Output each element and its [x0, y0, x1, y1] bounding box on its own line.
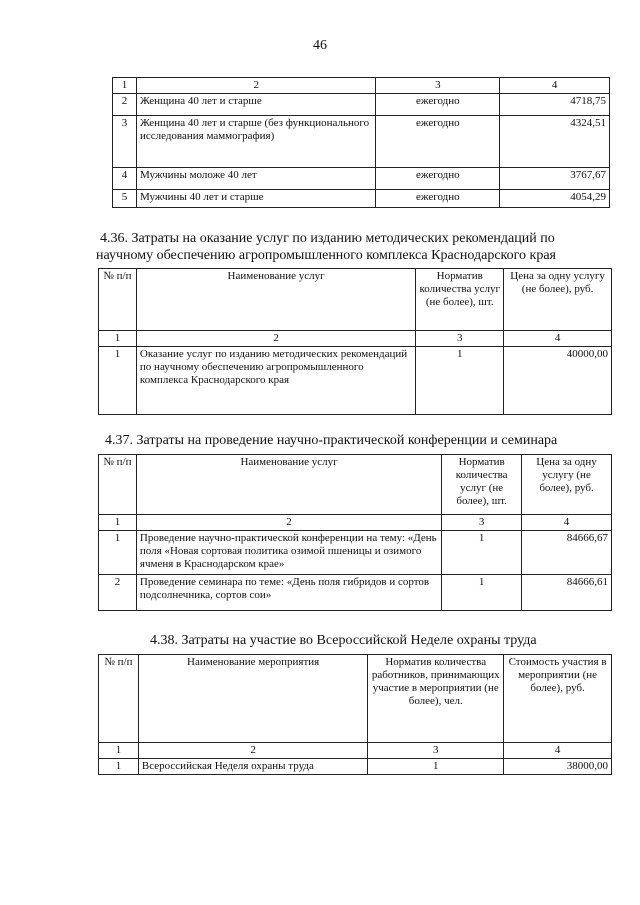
frequency: ежегодно [376, 168, 500, 190]
column-number: 4 [500, 78, 610, 94]
column-number: 2 [138, 743, 367, 759]
table-row [99, 575, 612, 611]
table-row [99, 759, 612, 775]
table-row [113, 168, 610, 190]
price: 4718,75 [500, 94, 610, 116]
table-row [99, 347, 612, 415]
section-4-36-table [98, 268, 612, 415]
header-name: Наименование услуг [136, 269, 415, 331]
header-quantity: Норматив количества услуг (не более), шт. [416, 269, 504, 331]
column-number: 1 [99, 743, 139, 759]
table-header-row [99, 655, 612, 743]
column-number: 3 [442, 515, 522, 531]
price: 4054,29 [500, 190, 610, 208]
column-number: 3 [368, 743, 504, 759]
header-quantity: Норматив количества услуг (не более), шт. [442, 455, 522, 515]
section-4-36-title [96, 230, 620, 264]
column-number: 1 [99, 331, 137, 347]
header-price: Цена за одну услугу (не более), руб. [504, 269, 612, 331]
service-name: Проведение научно-практической конференции на тему: «День поля «Новая сортовая политика озимой пшеницы и озимого ячменя в Краснодарском крае» [136, 531, 441, 575]
frequency: ежегодно [376, 190, 500, 208]
header-quantity: Норматив количества работников, принимающих участие в мероприятии (не более), чел. [368, 655, 504, 743]
row-number: 1 [99, 531, 137, 575]
page-number: 46 [313, 38, 327, 53]
column-number: 3 [376, 78, 500, 94]
row-number: 3 [113, 116, 137, 168]
price: 84666,67 [522, 531, 612, 575]
table-row [113, 116, 610, 168]
event-name: Всероссийская Неделя охраны труда [138, 759, 367, 775]
medical-exam-table [112, 77, 610, 208]
column-number: 2 [136, 331, 415, 347]
column-number: 3 [416, 331, 504, 347]
row-number: 1 [99, 759, 139, 775]
table-row [113, 190, 610, 208]
quantity: 1 [368, 759, 504, 775]
column-number: 4 [504, 743, 612, 759]
row-number: 4 [113, 168, 137, 190]
row-number: 2 [113, 94, 137, 116]
section-4-38-table [98, 654, 612, 775]
table-number-row [113, 78, 610, 94]
category-name: Женщина 40 лет и старше [136, 94, 376, 116]
section-title-line: научному обеспечению агропромышленного комплекса Краснодарского края [96, 248, 556, 263]
column-number: 2 [136, 515, 441, 531]
row-number: 2 [99, 575, 137, 611]
table-header-row [99, 269, 612, 331]
header-number: № п/п [99, 269, 137, 331]
section-4-37-title: 4.37. Затраты на проведение научно-практической конференции и семинара [105, 433, 558, 448]
frequency: ежегодно [376, 116, 500, 168]
column-number: 4 [504, 331, 612, 347]
service-name: Проведение семинара по теме: «День поля гибридов и сортов подсолнечника, сортов сои» [136, 575, 441, 611]
header-price: Цена за одну услугу (не более), руб. [522, 455, 612, 515]
column-number: 1 [99, 515, 137, 531]
table-row [113, 94, 610, 116]
price: 3767,67 [500, 168, 610, 190]
table-number-row [99, 331, 612, 347]
column-number: 1 [113, 78, 137, 94]
price: 4324,51 [500, 116, 610, 168]
header-name: Наименование мероприятия [138, 655, 367, 743]
category-name: Женщина 40 лет и старше (без функционального исследования маммография) [136, 116, 376, 168]
price: 38000,00 [504, 759, 612, 775]
quantity: 1 [416, 347, 504, 415]
section-title-line: 4.36. Затраты на оказание услуг по изданию методических рекомендаций по [100, 231, 555, 246]
category-name: Мужчины 40 лет и старше [136, 190, 376, 208]
table-row [99, 531, 612, 575]
table-number-row [99, 743, 612, 759]
table-header-row [99, 455, 612, 515]
header-price: Стоимость участия в мероприятии (не более), руб. [504, 655, 612, 743]
quantity: 1 [442, 531, 522, 575]
category-name: Мужчины моложе 40 лет [136, 168, 376, 190]
header-number: № п/п [99, 655, 139, 743]
price: 84666,61 [522, 575, 612, 611]
price: 40000,00 [504, 347, 612, 415]
row-number: 1 [99, 347, 137, 415]
frequency: ежегодно [376, 94, 500, 116]
row-number: 5 [113, 190, 137, 208]
header-number: № п/п [99, 455, 137, 515]
section-4-37-table [98, 454, 612, 611]
table-number-row [99, 515, 612, 531]
header-name: Наименование услуг [136, 455, 441, 515]
column-number: 2 [136, 78, 376, 94]
column-number: 4 [522, 515, 612, 531]
service-name: Оказание услуг по изданию методических рекомендаций по научному обеспечению агропромышленного комплекса Краснодарского края [136, 347, 415, 415]
quantity: 1 [442, 575, 522, 611]
section-4-38-title: 4.38. Затраты на участие во Всероссийской Неделе охраны труда [150, 633, 537, 648]
